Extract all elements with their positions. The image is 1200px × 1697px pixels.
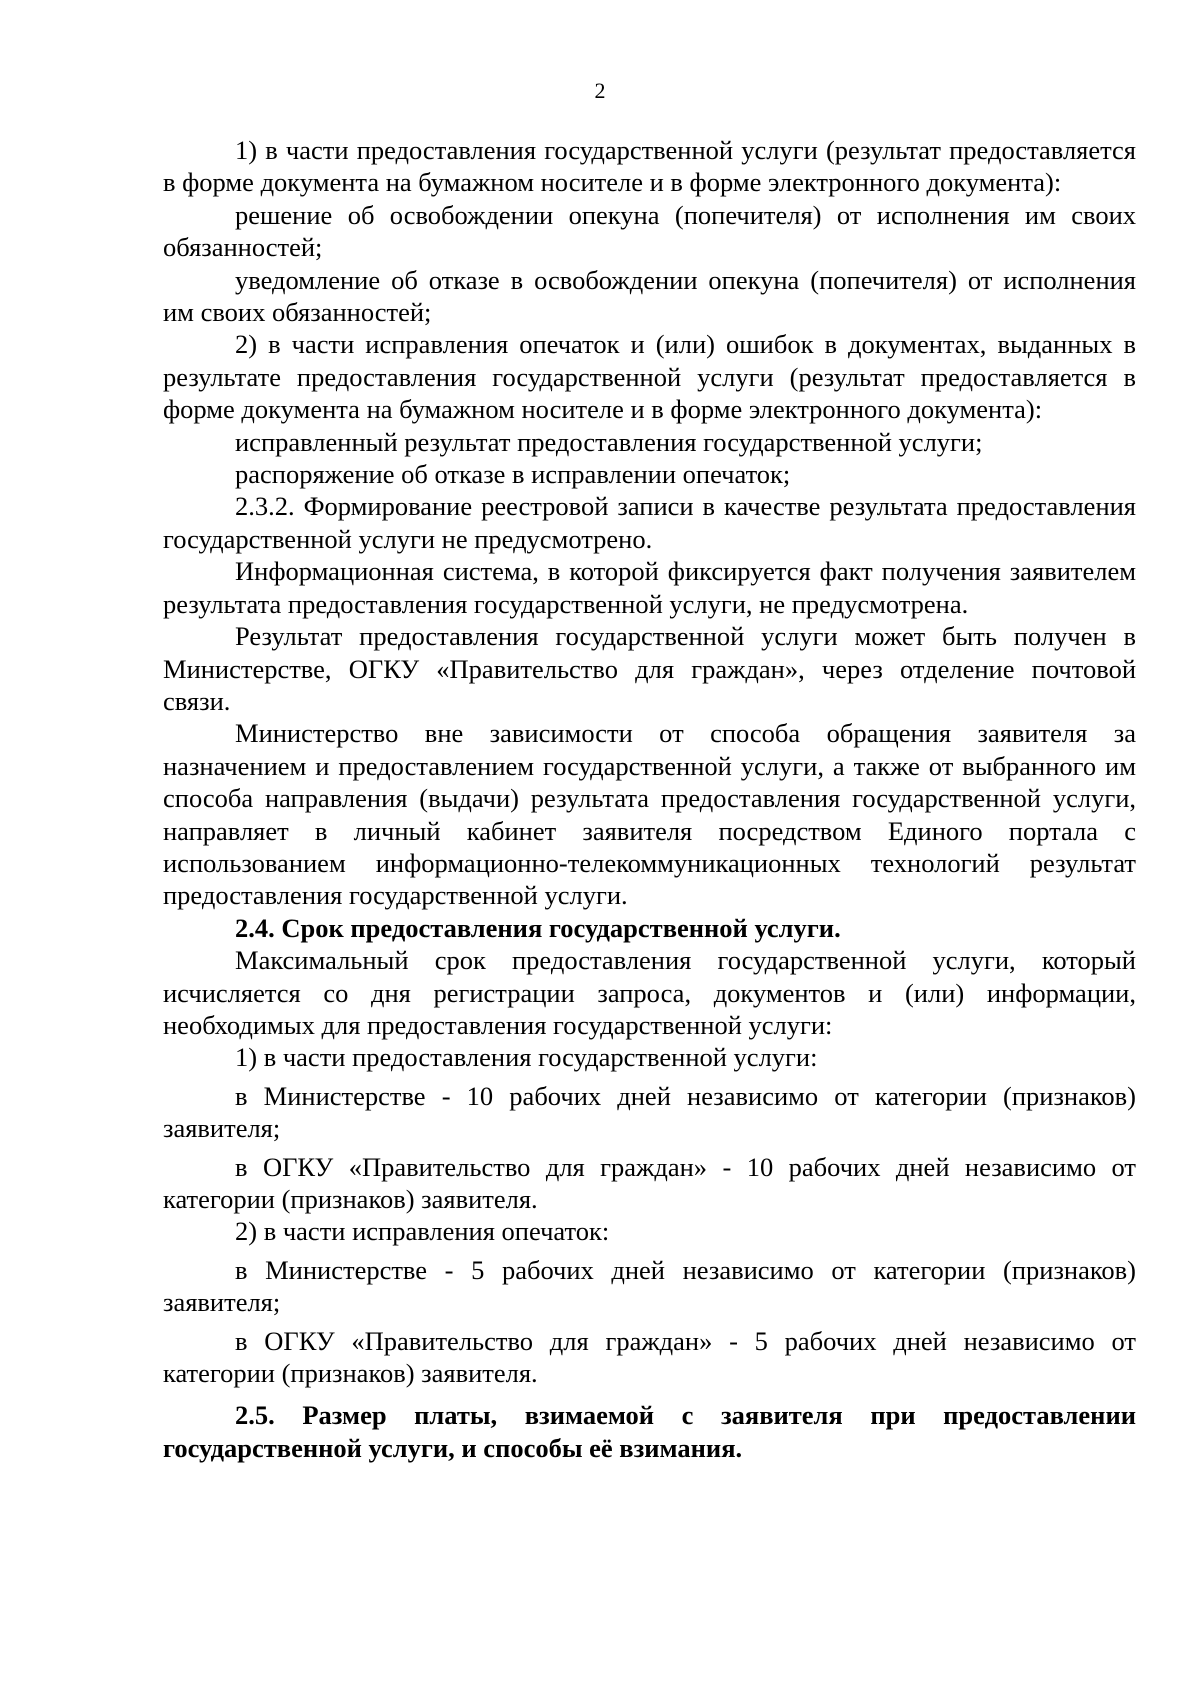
paragraph-correction-refusal: распоряжение об отказе в исправлении опечаток; <box>235 459 791 490</box>
paragraph-registry-record: 2.3.2. Формирование реестровой записи в качестве результата предоставления государственной услуги не предусмотрено. <box>163 491 1136 554</box>
page-number: 2 <box>594 78 606 103</box>
paragraph-refusal-notice: уведомление об отказе в освобождении опекуна (попечителя) от исполнения им своих обязанностей; <box>163 264 1136 328</box>
section-heading-2-4: 2.4. Срок предоставления государственной услуги. <box>235 912 841 943</box>
section-heading-2-5: 2.5. Размер платы, взимаемой с заявителя при предоставлении государственной услуги, и способы её взимания. <box>163 1400 1136 1463</box>
paragraph-corrected-result: исправленный результат предоставления государственной услуги; <box>235 426 983 457</box>
paragraph-information-system: Информационная система, в которой фиксируется факт получения заявителем результата предоставления государственной услуги, не предусмотрена. <box>163 556 1136 619</box>
paragraph-ministry-10-days: в Министерстве - 10 рабочих дней независимо от категории (признаков) заявителя; <box>163 1080 1136 1144</box>
paragraph-result-receipt: Результат предоставления государственной услуги может быть получен в Министерстве, ОГКУ «Правительство для граждан», через отделение почтовой связи. <box>163 621 1136 716</box>
paragraph-ogku-10-days: в ОГКУ «Правительство для граждан» - 10 рабочих дней независимо от категории (признаков) заявителя. <box>163 1151 1136 1214</box>
paragraph-correction-result: 2) в части исправления опечаток и (или) ошибок в документах, выданных в результате предоставления государственной услуги (результат предоставляется в форме документа на бумажном носителе и в форме электронного документа): <box>163 329 1136 425</box>
paragraph-service-provision-part: 1) в части предоставления государственной услуги: <box>235 1042 818 1073</box>
paragraph-result-service: 1) в части предоставления государственной услуги (результат предоставляется в форме документа на бумажном носителе и в форме электронного документа): <box>163 135 1136 198</box>
paragraph-maximum-term: Максимальный срок предоставления государственной услуги, который исчисляется со дня регистрации запроса, документов и (или) информации, необходимых для предоставления государственной услуги: <box>163 945 1136 1040</box>
paragraph-ministry-personal-cabinet: Министерство вне зависимости от способа обращения заявителя за назначением и предоставлением государственной услуги, а также от выбранного им способа направления (выдачи) результата предоставления государственной услуги, направляет в личный кабинет заявителя посредством Единого портала с использованием информационно-телекоммуникационных технологий результат предоставления государственной услуги. <box>163 718 1136 911</box>
paragraph-ogku-5-days: в ОГКУ «Правительство для граждан» - 5 рабочих дней независимо от категории (признаков) заявителя. <box>163 1325 1136 1389</box>
paragraph-release-decision: решение об освобождении опекуна (попечителя) от исполнения им своих обязанностей; <box>163 199 1136 263</box>
paragraph-typo-correction-part: 2) в части исправления опечаток: <box>235 1216 610 1247</box>
paragraph-ministry-5-days: в Министерстве - 5 рабочих дней независимо от категории (признаков) заявителя; <box>163 1254 1136 1318</box>
document-body <box>163 134 1136 1464</box>
